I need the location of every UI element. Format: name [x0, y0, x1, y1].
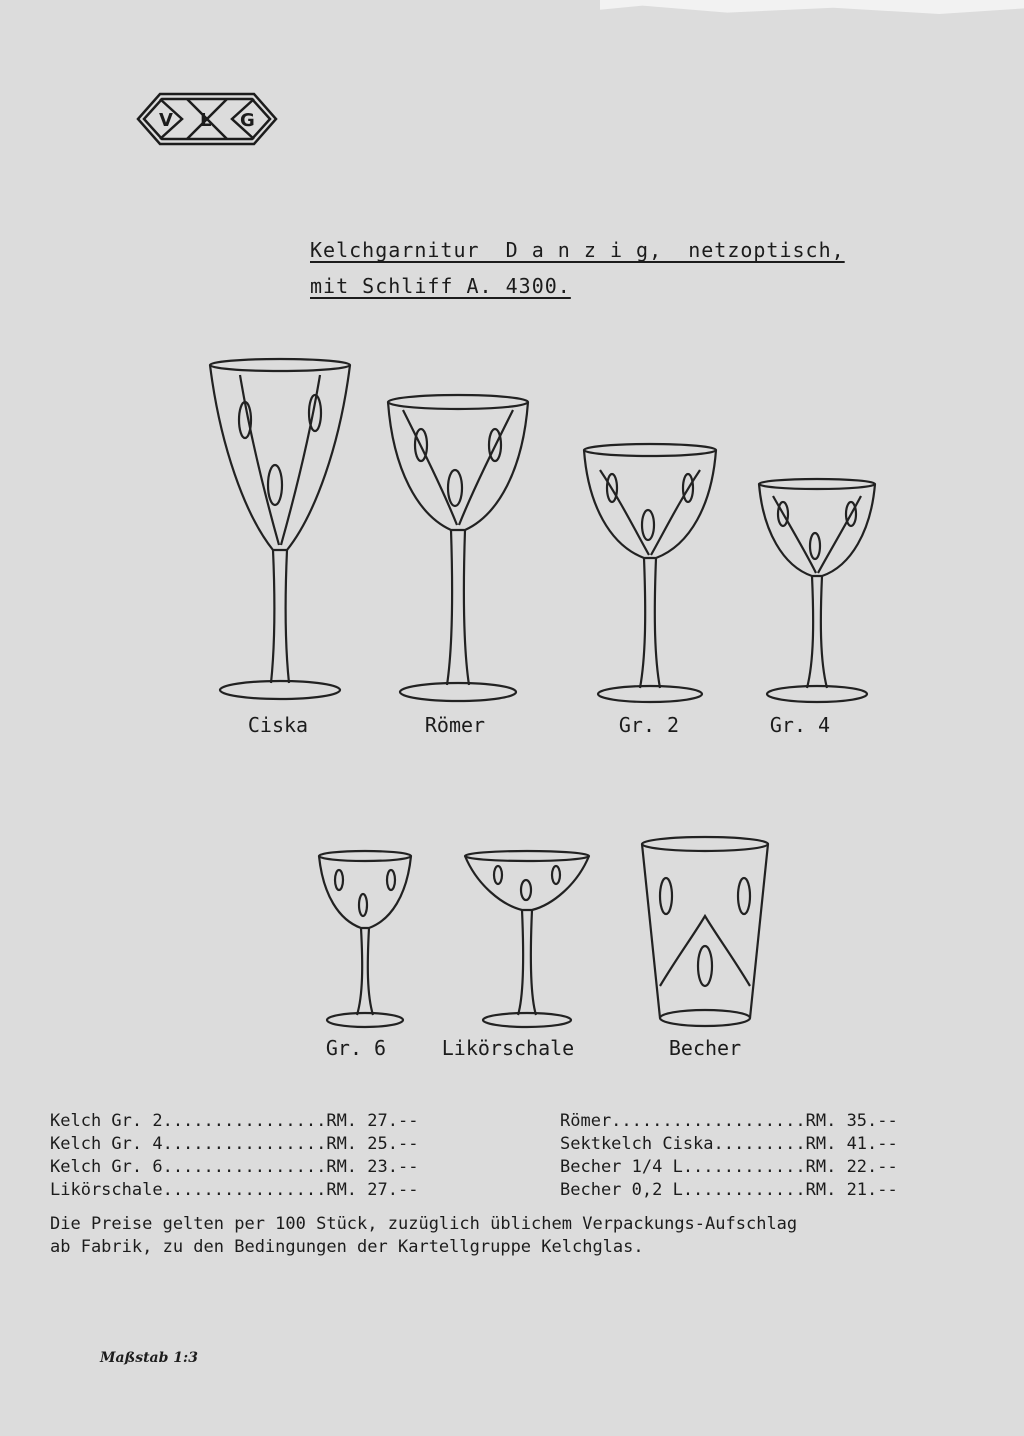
- label-gr-6: Gr. 6: [325, 1036, 387, 1060]
- tumbler-icon: [638, 836, 773, 1031]
- glass-illustration-gr-4: [755, 476, 880, 706]
- glass-illustration-roemer: [383, 390, 533, 705]
- terms-line-2: ab Fabrik, zu den Bedingungen der Kartellgruppe Kelchglas.: [50, 1237, 644, 1257]
- glass-illustration-ciska: [205, 355, 355, 705]
- terms-line-1: Die Preise gelten per 100 Stück, zuzüglich üblichem Verpackungs-Aufschlag: [50, 1214, 798, 1234]
- price-row: Sektkelch Ciska.........RM. 41.--: [560, 1134, 898, 1154]
- price-list-left: [50, 1110, 418, 1202]
- glass-illustration-gr-6: [315, 850, 415, 1030]
- price-row: Kelch Gr. 6................RM. 23.--: [50, 1157, 419, 1177]
- glass-illustration-gr-2: [580, 440, 720, 705]
- logo-letter-l: L: [200, 110, 212, 131]
- price-row: Kelch Gr. 4................RM. 25.--: [50, 1134, 419, 1154]
- glass-illustration-becher: [638, 836, 773, 1031]
- heading-line-1: Kelchgarnitur D a n z i g, netzoptisch,: [310, 238, 845, 262]
- wine-glass-icon: [580, 440, 720, 705]
- price-row: Kelch Gr. 2................RM. 27.--: [50, 1111, 419, 1131]
- glass-illustration-likoerschale: [462, 850, 592, 1030]
- price-row: Becher 0,2 L............RM. 21.--: [560, 1180, 898, 1200]
- label-likoerschale: Likörschale: [441, 1036, 575, 1060]
- price-list-right: [560, 1110, 898, 1202]
- logo-letter-g: G: [240, 110, 255, 131]
- cocktail-glass-icon: [462, 850, 592, 1030]
- logo-letter-v: V: [159, 110, 173, 131]
- vlg-logo: [132, 88, 282, 150]
- label-becher: Becher: [668, 1036, 742, 1060]
- price-row: Becher 1/4 L............RM. 22.--: [560, 1157, 898, 1177]
- label-roemer: Römer: [424, 713, 486, 737]
- price-row: Likörschale................RM. 27.--: [50, 1180, 419, 1200]
- wine-glass-icon: [383, 390, 533, 705]
- label-ciska: Ciska: [247, 713, 309, 737]
- torn-paper-edge: [600, 0, 1024, 14]
- scale-note: Maßstab 1:3: [100, 1350, 198, 1366]
- label-gr-2: Gr. 2: [618, 713, 680, 737]
- wine-glass-icon: [205, 355, 355, 705]
- wine-glass-icon: [755, 476, 880, 706]
- label-gr-4: Gr. 4: [769, 713, 831, 737]
- wine-glass-icon: [315, 850, 415, 1030]
- heading-line-2: mit Schliff A. 4300.: [310, 274, 571, 298]
- terms-footnote: [50, 1213, 1010, 1259]
- price-row: Römer...................RM. 35.--: [560, 1111, 898, 1131]
